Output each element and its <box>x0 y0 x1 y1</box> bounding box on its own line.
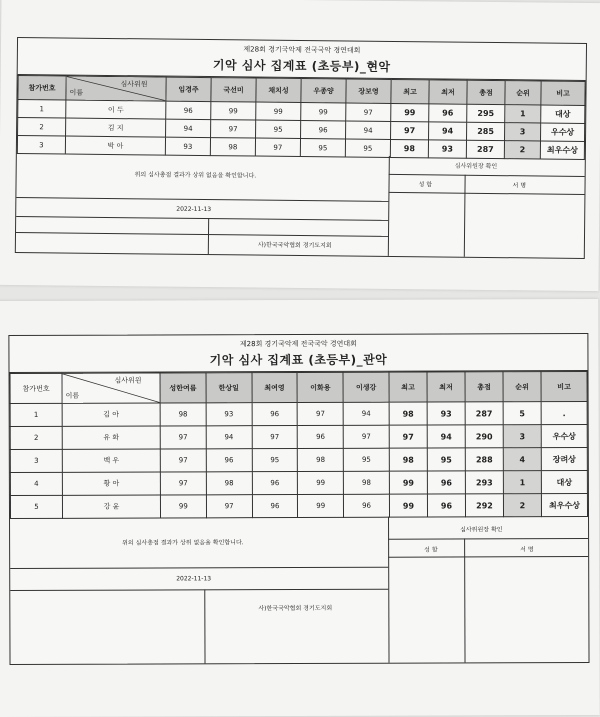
score-cell: 99 <box>301 103 346 121</box>
table-row <box>10 447 587 472</box>
signature-sign-label: 서 명 <box>512 182 527 190</box>
score-cell: 96 <box>344 494 390 517</box>
header-total: 총점 <box>465 372 503 402</box>
score-cell: 99 <box>298 494 344 517</box>
chief-signature-box <box>388 156 585 258</box>
score-cell: 98 <box>344 471 390 494</box>
divider <box>16 216 388 221</box>
header-name: 이름 <box>69 88 84 97</box>
header-judge-2: 한상일 <box>206 373 252 403</box>
rank-cell: 1 <box>503 471 541 494</box>
min-cell: 94 <box>429 122 467 140</box>
score-cell: 94 <box>346 121 391 139</box>
score-cell: 99 <box>298 471 344 494</box>
score-cell: 99 <box>256 102 301 120</box>
signature-sign-label: 서 명 <box>520 546 534 554</box>
header-max: 최고 <box>391 79 429 103</box>
divider <box>389 174 585 177</box>
score-cell: 97 <box>211 120 256 138</box>
header-entry-no: 참가번호 <box>18 76 66 101</box>
total-cell: 287 <box>465 402 503 425</box>
table-row <box>10 470 587 495</box>
divider <box>388 538 588 540</box>
header-max: 최고 <box>389 372 427 402</box>
entry-no: 3 <box>10 449 62 472</box>
header-judge-5: 이생강 <box>343 372 389 402</box>
rank-cell: 3 <box>503 425 541 448</box>
score-table <box>10 371 589 519</box>
chief-confirm-label: 심사위원장 확인 <box>454 162 498 171</box>
contestant-name: 황 아 <box>62 472 160 495</box>
table-row <box>10 424 587 449</box>
min-cell: 96 <box>429 104 467 122</box>
header-min: 최저 <box>427 372 465 402</box>
contestant-name: 이 두 <box>66 100 166 119</box>
note-cell: 대상 <box>541 105 585 123</box>
header-judge-5: 장보영 <box>346 79 391 103</box>
score-cell: 97 <box>160 426 206 449</box>
max-cell: 99 <box>389 471 427 494</box>
rank-cell: 3 <box>505 123 541 141</box>
note-cell: 최우수상 <box>540 141 584 159</box>
score-cell: 97 <box>206 495 252 518</box>
divider <box>388 556 588 558</box>
divider <box>16 197 388 202</box>
note-cell: 최우수상 <box>541 493 587 516</box>
rank-cell: 1 <box>505 105 541 123</box>
entry-no: 5 <box>10 495 62 518</box>
contestant-name: 백 우 <box>62 449 160 472</box>
document-frame <box>15 37 587 259</box>
header-row <box>10 371 587 403</box>
score-cell: 94 <box>343 402 389 425</box>
score-cell: 95 <box>345 139 390 157</box>
note-cell: . <box>541 401 587 424</box>
rank-cell: 2 <box>504 141 540 159</box>
max-cell: 98 <box>389 402 427 425</box>
total-cell: 295 <box>467 104 505 122</box>
score-cell: 96 <box>301 121 346 139</box>
rank-cell: 5 <box>503 402 541 425</box>
score-cell: 98 <box>160 403 206 426</box>
divider <box>10 589 388 591</box>
entry-no: 1 <box>10 403 62 426</box>
date-text: 2022-11-13 <box>176 205 212 214</box>
header-min: 최저 <box>429 80 467 104</box>
chief-confirm-label: 심사위원장 확인 <box>460 526 503 534</box>
org-name: 사)한국국악협회 경기도지회 <box>257 241 332 250</box>
confirmation-footer <box>16 152 585 258</box>
score-cell: 96 <box>298 425 344 448</box>
divider <box>464 175 466 257</box>
header-judge-1: 성한여름 <box>160 373 206 403</box>
score-cell: 99 <box>160 495 206 518</box>
score-cell: 97 <box>160 472 206 495</box>
contestant-name: 김 지 <box>66 118 166 137</box>
signature-name-label: 성 함 <box>424 546 438 554</box>
score-cell: 96 <box>206 449 252 472</box>
divider <box>10 567 388 569</box>
document-header <box>18 38 586 81</box>
table-row <box>10 401 587 426</box>
score-cell: 98 <box>298 448 344 471</box>
header-judge-4: 이화용 <box>297 372 343 402</box>
score-cell: 97 <box>252 426 298 449</box>
header-note: 비고 <box>541 81 585 105</box>
contest-subtitle: 제28회 경기국악제 전국국악 경연대회 <box>243 45 361 55</box>
score-cell: 95 <box>343 448 389 471</box>
score-sheet-strings <box>0 0 600 291</box>
header-judge-name-diagonal <box>66 76 166 101</box>
note-cell: 대상 <box>541 470 587 493</box>
entry-no: 2 <box>10 426 62 449</box>
contestant-name: 박 아 <box>65 136 165 155</box>
score-cell: 95 <box>300 139 345 157</box>
score-cell: 95 <box>256 120 301 138</box>
contest-subtitle: 제28회 경기국악제 전국국악 경연대회 <box>239 339 357 349</box>
entry-no: 3 <box>17 136 65 155</box>
header-judge-4: 우종양 <box>301 79 346 103</box>
total-cell: 290 <box>465 425 503 448</box>
sheet-title: 기악 심사 집계표 (초등부)_관악 <box>209 352 388 368</box>
rank-cell: 4 <box>503 448 541 471</box>
confirm-statement: 위의 심사총점 결과가 상위 없음을 확인합니다. <box>134 171 257 180</box>
header-rank: 순위 <box>505 81 541 105</box>
contestant-name: 강 윤 <box>62 495 160 518</box>
document-header <box>9 334 587 373</box>
min-cell: 93 <box>427 402 465 425</box>
min-cell: 94 <box>427 425 465 448</box>
score-cell: 96 <box>252 403 298 426</box>
max-cell: 97 <box>391 121 429 139</box>
date-text: 2022-11-13 <box>176 575 212 583</box>
score-cell: 94 <box>206 426 252 449</box>
max-cell: 99 <box>391 103 429 121</box>
document-frame <box>8 333 589 665</box>
entry-no: 4 <box>10 472 62 495</box>
score-cell: 98 <box>210 138 255 156</box>
org-name: 사)한국국악협회 경기도지회 <box>258 604 333 613</box>
score-table <box>17 75 586 160</box>
min-cell: 93 <box>428 140 466 158</box>
header-rank: 순위 <box>503 372 541 402</box>
header-judge-3: 최여영 <box>252 373 298 403</box>
min-cell: 96 <box>427 471 465 494</box>
score-cell: 97 <box>343 425 389 448</box>
max-cell: 99 <box>389 494 427 517</box>
header-judges: 심사위원 <box>120 80 148 89</box>
total-cell: 293 <box>465 471 503 494</box>
confirmation-left <box>16 152 390 256</box>
score-cell: 97 <box>160 449 206 472</box>
header-note: 비고 <box>541 371 587 401</box>
score-cell: 99 <box>211 102 256 120</box>
confirmation-footer <box>10 516 589 664</box>
divider <box>16 232 388 237</box>
score-cell: 94 <box>166 119 211 137</box>
entry-no: 2 <box>18 118 66 137</box>
contestant-name: 유 화 <box>62 426 160 449</box>
min-cell: 96 <box>427 494 465 517</box>
score-cell: 97 <box>346 103 391 121</box>
total-cell: 288 <box>465 448 503 471</box>
header-judge-1: 임경주 <box>166 77 211 101</box>
score-cell: 97 <box>298 402 344 425</box>
header-judges: 심사위원 <box>114 376 142 385</box>
note-cell: 장려상 <box>541 447 587 470</box>
score-cell: 96 <box>252 495 298 518</box>
entry-no: 1 <box>18 100 66 119</box>
score-cell: 93 <box>165 137 210 155</box>
score-cell: 96 <box>166 101 211 119</box>
min-cell: 95 <box>427 448 465 471</box>
confirmation-left <box>10 517 390 664</box>
signature-name-label: 성 함 <box>418 181 433 189</box>
divider <box>204 589 205 663</box>
chief-signature-box <box>388 516 589 663</box>
rank-cell: 2 <box>503 494 541 517</box>
score-cell: 98 <box>206 472 252 495</box>
divider <box>208 218 209 254</box>
contestant-name: 김 아 <box>62 403 160 426</box>
total-cell: 287 <box>466 140 504 158</box>
score-cell: 93 <box>206 403 252 426</box>
table-row <box>10 493 587 518</box>
divider <box>388 192 584 195</box>
total-cell: 285 <box>467 122 505 140</box>
score-sheet-winds <box>0 299 600 717</box>
header-name: 이름 <box>65 391 80 400</box>
header-judge-3: 채치성 <box>256 78 301 102</box>
header-total: 총점 <box>467 80 505 104</box>
max-cell: 98 <box>389 448 427 471</box>
total-cell: 292 <box>465 494 503 517</box>
score-cell: 97 <box>255 138 300 156</box>
max-cell: 97 <box>389 425 427 448</box>
sheet-title: 기악 심사 집계표 (초등부)_현악 <box>212 58 391 74</box>
header-entry-no: 참가번호 <box>10 373 62 403</box>
score-cell: 95 <box>252 449 298 472</box>
max-cell: 98 <box>390 139 428 157</box>
score-cell: 96 <box>252 472 298 495</box>
header-judge-name-diagonal <box>62 373 160 403</box>
note-cell: 우수상 <box>541 123 585 141</box>
header-judge-2: 국선미 <box>211 78 256 102</box>
note-cell: 우수상 <box>541 424 587 447</box>
confirm-statement: 위의 심사총점 결과가 상위 없음을 확인합니다. <box>122 539 244 547</box>
